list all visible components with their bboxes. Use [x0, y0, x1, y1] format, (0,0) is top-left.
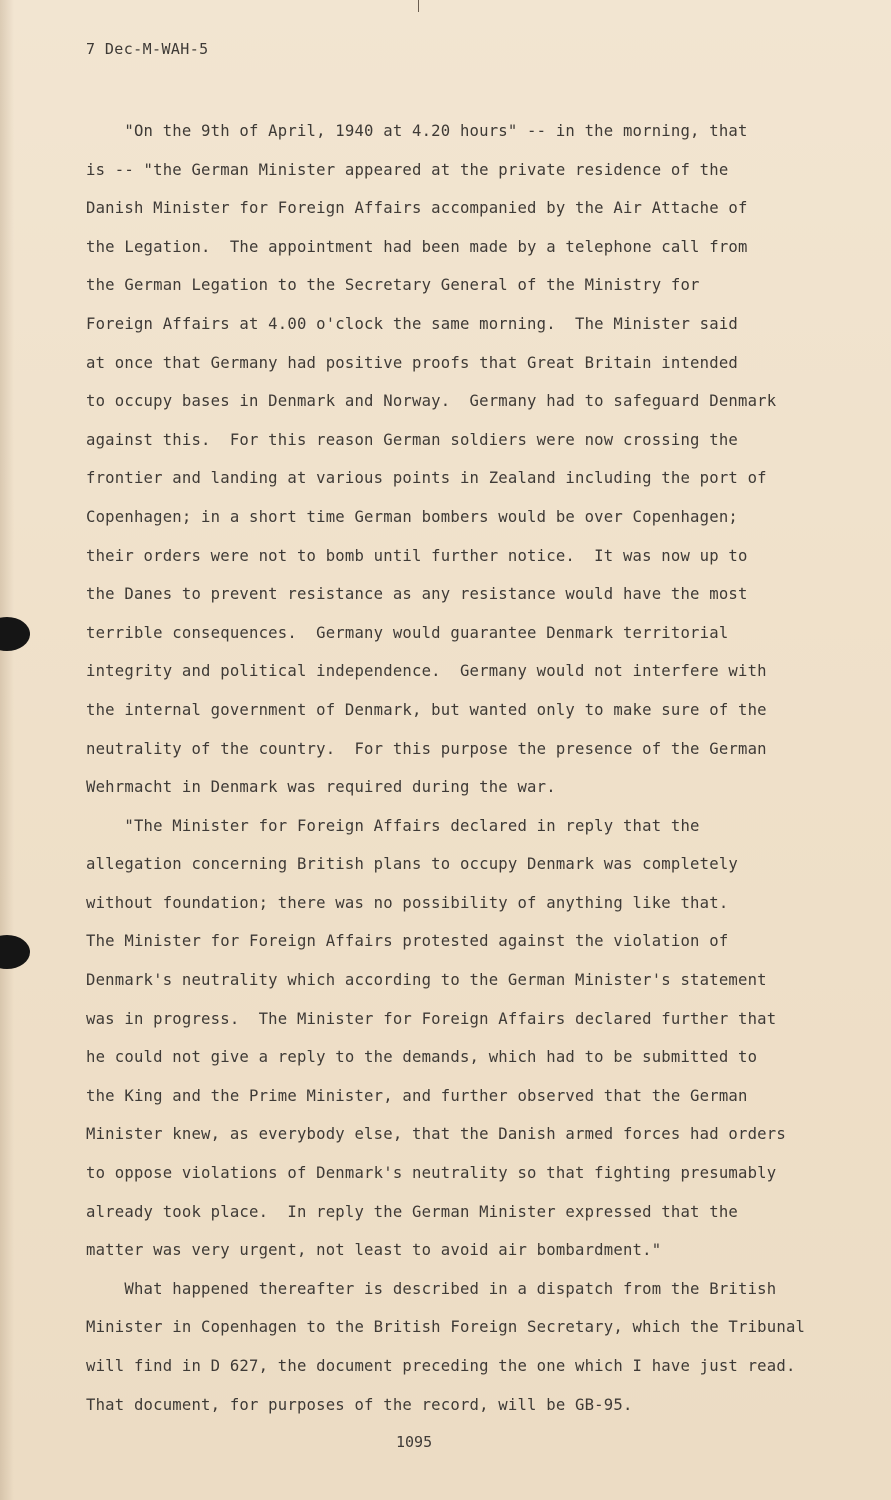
text-line: the Legation. The appointment had been made by a telephone call from — [86, 237, 748, 256]
text-line: against this. For this reason German soldiers were now crossing the — [86, 430, 738, 449]
text-line: the Danes to prevent resistance as any resistance would have the most — [86, 585, 748, 604]
text-line: the internal government of Denmark, but wanted only to make sure of the — [86, 700, 767, 719]
text-line: Minister in Copenhagen to the British Foreign Secretary, which the Tribunal — [86, 1318, 806, 1337]
text-line: allegation concerning British plans to occupy Denmark was completely — [86, 855, 738, 874]
text-line: the King and the Prime Minister, and further observed that the German — [86, 1086, 748, 1105]
text-line: matter was very urgent, not least to avoid air bombardment." — [86, 1241, 662, 1260]
page-number: 1095 — [396, 1433, 433, 1451]
text-line: to occupy bases in Denmark and Norway. Germany had to safeguard Denmark — [86, 392, 777, 411]
text-line: Danish Minister for Foreign Affairs accompanied by the Air Attache of — [86, 199, 748, 218]
text-line: Copenhagen; in a short time German bombers would be over Copenhagen; — [86, 507, 738, 526]
text-line: at once that Germany had positive proofs that Great Britain intended — [86, 353, 738, 372]
text-line: "On the 9th of April, 1940 at 4.20 hours" -- in the morning, that — [86, 122, 748, 140]
text-line: frontier and landing at various points in Zealand including the port of — [86, 469, 767, 488]
text-line: Wehrmacht in Denmark was required during the war. — [86, 778, 556, 797]
text-line: terrible consequences. Germany would guarantee Denmark territorial — [86, 623, 729, 642]
punch-hole — [0, 935, 30, 969]
text-line: already took place. In reply the German Minister expressed that the — [86, 1202, 738, 1221]
text-line: without foundation; there was no possibility of anything like that. — [86, 893, 729, 912]
text-line: What happened thereafter is described in a dispatch from the British — [86, 1279, 777, 1298]
text-line: The Minister for Foreign Affairs protested against the violation of — [86, 932, 729, 951]
top-tick-mark — [418, 0, 419, 12]
text-line: will find in D 627, the document preceding the one which I have just read. — [86, 1357, 796, 1375]
text-line: Foreign Affairs at 4.00 o'clock the same morning. The Minister said — [86, 314, 738, 333]
page-edge-shadow — [0, 0, 14, 1500]
text-line: was in progress. The Minister for Foreign Affairs declared further that — [86, 1009, 777, 1028]
text-line: Denmark's neutrality which according to the German Minister's statement — [86, 971, 767, 990]
text-line: Minister knew, as everybody else, that the Danish armed forces had orders — [86, 1125, 786, 1144]
text-line: the German Legation to the Secretary General of the Ministry for — [86, 276, 700, 295]
transcript-body — [86, 112, 816, 1424]
text-line: "The Minister for Foreign Affairs declared in reply that the — [86, 816, 700, 835]
text-line: is -- "the German Minister appeared at the private residence of the — [86, 160, 729, 179]
text-line: integrity and political independence. Germany would not interfere with — [86, 662, 767, 681]
text-line: their orders were not to bomb until further notice. It was now up to — [86, 546, 748, 565]
text-line: to oppose violations of Denmark's neutrality so that fighting presumably — [86, 1164, 777, 1183]
text-line: neutrality of the country. For this purpose the presence of the German — [86, 739, 767, 758]
text-line: That document, for purposes of the record, will be GB-95. — [86, 1395, 633, 1414]
punch-hole — [0, 617, 30, 651]
document-reference: 7 Dec-M-WAH-5 — [86, 40, 209, 58]
text-line: he could not give a reply to the demands, which had to be submitted to — [86, 1048, 758, 1067]
